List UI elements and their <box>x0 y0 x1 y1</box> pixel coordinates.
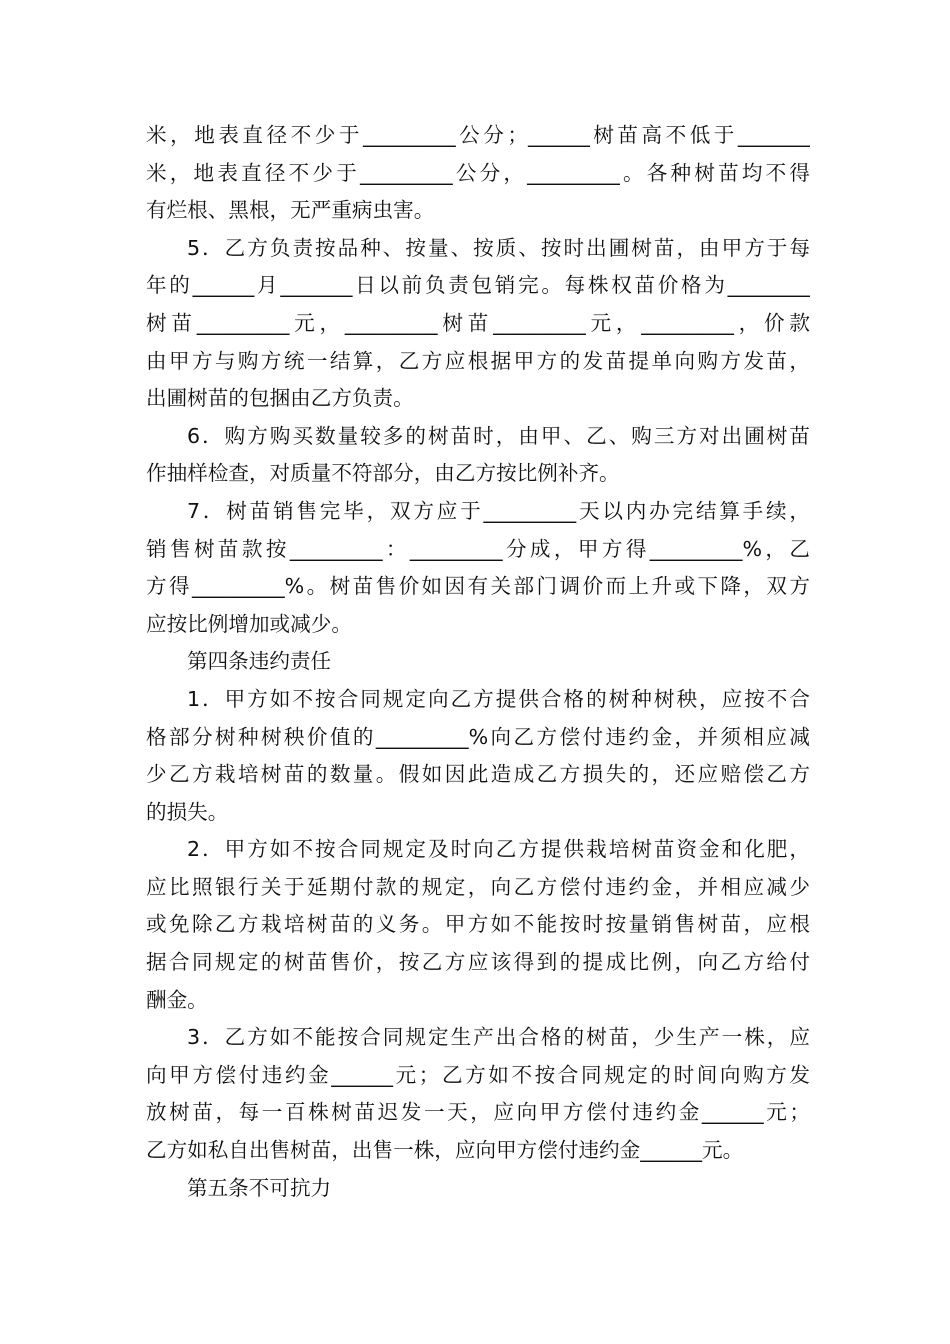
text-line: 树苗_________元，_________树苗_________元，_________，价款 <box>146 310 810 335</box>
text-line: 据合同规定的树苗售价，按乙方应该得到的提成比例，向乙方给付 <box>146 950 810 975</box>
text-line: 7．树苗销售完毕，双方应于_________天以内办完结算手续， <box>187 498 810 523</box>
text-line: 出圃树苗的包捆由乙方负责。 <box>146 386 414 411</box>
text-line: 或免除乙方栽培树苗的义务。甲方如不能按时按量销售树苗，应根 <box>146 912 810 937</box>
text-line: 方得_________%。树苗售价如因有关部门调价而上升或下降，双方 <box>146 574 810 599</box>
text-line: 有烂根、黑根，无严重病虫害。 <box>146 198 435 223</box>
text-line: 6．购方购买数量较多的树苗时，由甲、乙、购三方对出圃树苗 <box>187 423 810 448</box>
text-line: 年的______月_______日以前负责包销完。每株权苗价格为________ <box>146 273 810 298</box>
text-line: 酬金。 <box>146 987 208 1012</box>
text-line: 5．乙方负责按品种、按量、按质、按时出圃树苗，由甲方于每 <box>187 235 810 260</box>
text-line: 的损失。 <box>146 799 229 824</box>
text-line: 乙方如私自出售树苗，出售一株，应向甲方偿付违约金______元。 <box>146 1138 744 1163</box>
text-line: 1．甲方如不按合同规定向乙方提供合格的树种树秧，应按不合 <box>187 686 810 711</box>
text-line: 第五条不可抗力 <box>187 1175 332 1200</box>
text-line: 2．甲方如不按合同规定及时向乙方提供栽培树苗资金和化肥， <box>187 837 810 862</box>
text-line: 米，地表直径不少于_________公分；______树苗高不低于_______ <box>146 123 810 147</box>
contract-body-text <box>146 117 810 1207</box>
text-line: 销售树苗款按_________：_________分成，甲方得_________%，乙 <box>146 536 810 561</box>
text-line: 应比照银行关于延期付款的规定，向乙方偿付违约金，并相应减少 <box>146 874 810 899</box>
text-line: 米，地表直径不少于_________公分，_________。各种树苗均不得 <box>146 160 810 185</box>
text-line: 3．乙方如不能按合同规定生产出合格的树苗，少生产一株，应 <box>187 1025 810 1050</box>
text-line: 少乙方栽培树苗的数量。假如因此造成乙方损失的，还应赔偿乙方 <box>146 762 810 787</box>
text-line: 作抽样检查，对质量不符部分，由乙方按比例补齐。 <box>146 461 620 486</box>
text-line: 应按比例增加或减少。 <box>146 611 352 636</box>
text-line: 由甲方与购方统一结算，乙方应根据甲方的发苗提单向购方发苗， <box>146 348 810 373</box>
text-line: 向甲方偿付违约金______元；乙方如不按合同规定的时间向购方发 <box>146 1062 810 1087</box>
text-line: 第四条违约责任 <box>187 649 332 674</box>
text-line: 格部分树种树秧价值的_________%向乙方偿付违约金，并须相应减 <box>146 724 810 749</box>
text-line: 放树苗，每一百株树苗迟发一天，应向甲方偿付违约金______元； <box>146 1100 810 1125</box>
